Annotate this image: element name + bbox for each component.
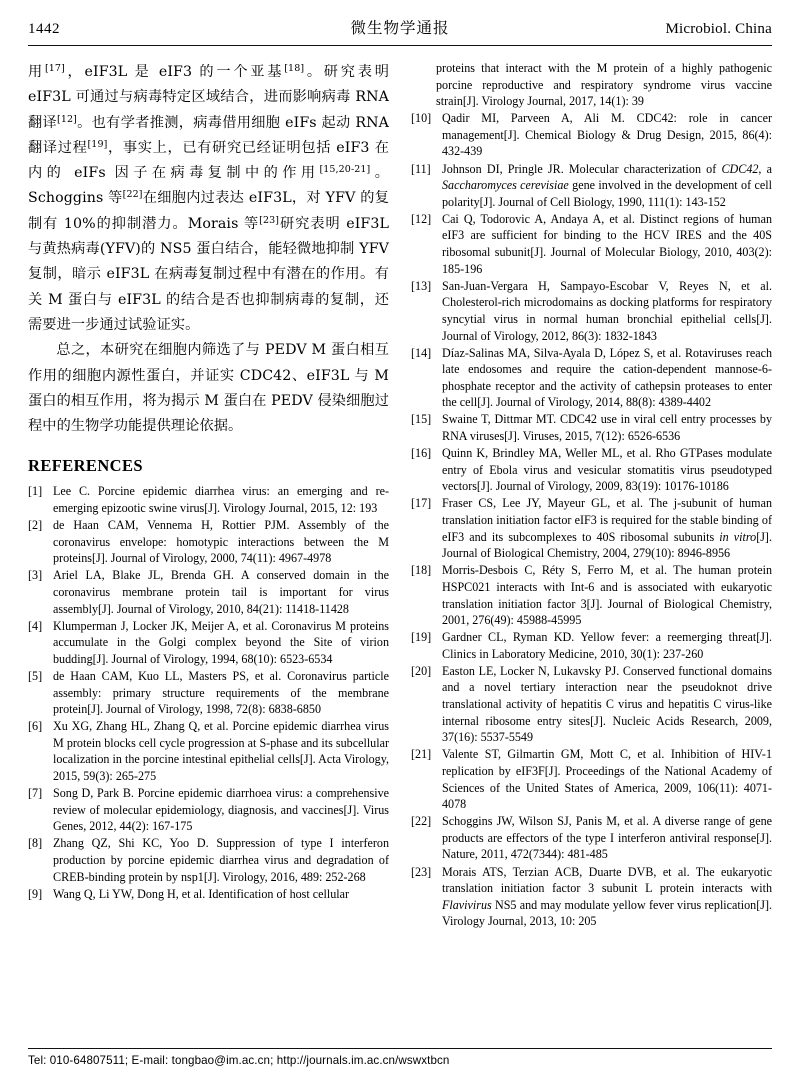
reference-text: Xu XG, Zhang HL, Zhang Q, et al. Porcine epidemic diarrhea virus M protein blocks cell cycle progression at S-phase and its subcellular localization in the porcine intestinal epithelial cells[J]. Acta Virology, 2015, 59(3): 265-275 <box>53 719 389 784</box>
reference-number: [14] <box>411 345 432 360</box>
par-conclusion: 总之，本研究在细胞内筛选了与 PEDV M 蛋白相互作用的细胞内源性蛋白，并证实 CDC42、eIF3L 与 M 蛋白的相互作用，将为揭示 M 蛋白在 PEDV 侵染细胞过程中的生物学功能提供理论依据。 <box>28 342 389 435</box>
reference-list-right <box>411 60 772 930</box>
journal-title-english: Microbiol. China <box>665 21 772 37</box>
reference-text: Qadir MI, Parveen A, Ali M. CDC42: role in cancer management[J]. Chemical Biology & Drug Design, 2015, 86(4): 432-439 <box>442 111 772 159</box>
reference-number: [18] <box>411 563 432 578</box>
reference-item <box>411 562 772 628</box>
reference-text: Quinn K, Brindley MA, Weller ML, et al. Rho GTPases modulate entry of Ebola virus and vesicular stomatitis virus pseudotyped vectors[J]. Journal of Virology, 2009, 83(19): 10176-10186 <box>442 446 772 494</box>
reference-item <box>411 278 772 344</box>
reference-item <box>411 60 772 110</box>
reference-item <box>28 567 389 617</box>
reference-text: Morais ATS, Terzian ACB, Duarte DVB, et al. The eukaryotic translation initiation factor 3 subunit L protein interacts with Flavivirus NS5 and may modulate yellow fever virus replication[J]. Virology Journal, 2013, 10: 205 <box>442 864 772 929</box>
reference-item <box>28 483 389 516</box>
citation-marker: [19] <box>87 138 108 150</box>
reference-text: Schoggins JW, Wilson SJ, Panis M, et al. A diverse range of gene products are effectors of the type I interferon antiviral response[J]. Nature, 2011, 472(7344): 481-485 <box>442 814 772 862</box>
reference-number: [13] <box>411 278 432 293</box>
reference-list-left <box>28 483 389 902</box>
reference-number: [16] <box>411 446 432 461</box>
journal-title-chinese: 微生物学通报 <box>350 19 450 37</box>
reference-number: [20] <box>411 663 432 678</box>
reference-item <box>411 161 772 211</box>
reference-item <box>411 495 772 561</box>
right-column <box>411 60 772 930</box>
reference-text: de Haan CAM, Vennema H, Rottier PJM. Assembly of the coronavirus envelope: homotypic interactions between the M proteins[J]. Journal of Virology, 2000, 74(11): 4967-4978 <box>53 518 389 566</box>
citation-marker: [18] <box>284 63 305 74</box>
reference-text: Johnson DI, Pringle JR. Molecular characterization of CDC42, a Saccharomyces cerevisiae gene involved in the development of cell polarity[J]. Journal of Cell Biology, 1990, 111(1): 143-152 <box>442 161 772 209</box>
citation-marker: [17] <box>44 63 65 74</box>
reference-item <box>28 835 389 885</box>
page-number: 1442 <box>28 21 60 37</box>
reference-item <box>28 618 389 668</box>
reference-item <box>28 517 389 567</box>
reference-number: [23] <box>411 864 432 879</box>
reference-item <box>411 746 772 812</box>
reference-item <box>28 886 389 903</box>
chinese-body-text <box>28 60 389 439</box>
reference-item <box>28 668 389 718</box>
page-footer <box>0 1048 800 1067</box>
reference-text: Swaine T, Dittmar MT. CDC42 use in viral cell entry processes by RNA viruses[J]. Viruses, 2015, 7(12): 6526-6536 <box>442 412 772 444</box>
reference-number <box>411 60 436 110</box>
reference-text: Gardner CL, Ryman KD. Yellow fever: a reemerging threat[J]. Clinics in Laboratory Medicine, 2010, 30(1): 237-260 <box>442 630 772 661</box>
reference-italic-term: in vitro <box>719 529 757 544</box>
reference-number: [8] <box>28 836 43 851</box>
reference-number: [10] <box>411 111 432 126</box>
reference-number: [19] <box>411 630 432 645</box>
reference-item <box>411 110 772 160</box>
reference-number: [9] <box>28 886 43 901</box>
reference-text: San-Juan-Vergara H, Sampayo-Escobar V, Reyes N, et al. Cholesterol-rich microdomains as docking platforms for respiratory syncytial virus in normal human bronchial epithelial cells[J]. Journal of Virology, 2012, 86(3): 1832-1843 <box>442 278 772 343</box>
reference-number: [7] <box>28 786 43 801</box>
reference-text: Ariel LA, Blake JL, Brenda GH. A conserved domain in the coronavirus membrane protein tail is important for virus assembly[J]. Journal of Virology, 2010, 84(21): 11418-11428 <box>53 568 389 616</box>
reference-number: [4] <box>28 618 43 633</box>
reference-number: [1] <box>28 484 43 499</box>
reference-italic-term: Saccharomyces cerevisiae <box>442 178 569 193</box>
citation-marker: [15,20-21] <box>319 164 371 176</box>
reference-text: Wang Q, Li YW, Dong H, et al. Identification of host cellular <box>53 886 350 901</box>
references-heading: REFERENCES <box>28 456 143 476</box>
left-column <box>28 60 389 930</box>
reference-item <box>411 445 772 495</box>
reference-text: Fraser CS, Lee JY, Mayeur GL, et al. The j-subunit of human translation initiation factor eIF3 is required for the stable binding of eIF3 and its subcomplexes to 40S ribosomal subunits in vitro[J]. Journal of Biological Chemistry, 2004, 279(10): 8946-8956 <box>442 496 772 561</box>
reference-text: Zhang QZ, Shi KC, Yoo D. Suppression of type I interferon production by porcine epidemic diarrhea virus and degradation of CREB-binding protein by nsp1[J]. Virology, 2016, 489: 252-268 <box>53 836 389 884</box>
reference-number: [21] <box>411 747 432 762</box>
reference-text: Easton LE, Locker N, Lukavsky PJ. Conserved functional domains and a novel tertiary interaction near the pseudoknot drive translational activity of hepatitis C virus and hepatitis C virus-like internal ribosome entry sites[J]. Nucleic Acids Research, 2009, 37(16): 5537-5549 <box>442 663 772 745</box>
reference-text: Díaz-Salinas MA, Silva-Ayala D, López S, et al. Rotaviruses reach late endosomes and require the cation-dependent mannose-6-phosphate receptor and the activity of cathepsin proteases to enter the cell[J]. Journal of Virology, 2014, 88(8): 4389-4402 <box>442 345 772 410</box>
reference-number: [11] <box>411 161 431 176</box>
reference-item <box>28 718 389 784</box>
reference-text: Morris-Desbois C, Réty S, Ferro M, et al. The human protein HSPC021 interacts with Int-6 and is associated with eukaryotic translation initiation factor 3[J]. Journal of Biological Chemistry, 2001, 276(49): 45988-45995 <box>442 563 772 628</box>
reference-item <box>411 864 772 930</box>
two-column-body <box>0 46 800 930</box>
reference-text: proteins that interact with the M protein of a highly pathogenic porcine reproductive and respiratory syndrome virus vaccine strain[J]. Virology Journal, 2017, 14(1): 39 <box>436 61 772 109</box>
reference-number: [15] <box>411 412 432 427</box>
reference-text: Cai Q, Todorovic A, Andaya A, et al. Distinct regions of human eIF3 are sufficient for binding to the HCV IRES and the 40S ribosomal subunit[J]. Journal of Molecular Biology, 2010, 403(2): 185-196 <box>442 211 772 276</box>
reference-number: [5] <box>28 668 43 683</box>
par-continued: 用[17]，eIF3L 是 eIF3 的一个亚基[18]。研究表明 eIF3L 可通过与病毒特定区域结合，进而影响病毒 RNA 翻译[12]。也有学者推测，病毒借用细胞 eIFs 起动 RNA 翻译过程[19]，事实上，已有研究已经证明包括 eIF3 在内的 eIFs 因子在病毒复制中的作用[15,20-21]。Schoggins 等[22]在细胞内过表达 eIF3L，对 YFV 的复制有 10%的抑制潜力。Morais 等[23]研究表明 eIF3L 与黄热病毒(YFV)的 NS5 蛋白结合，能轻微地抑制 YFV 复制，暗示 eIF3L 在病毒复制过程中有潜在的作用。有关 M 蛋白与 eIF3L 的结合是否也抑制病毒的复制，还需要进一步通过试验证实。 <box>28 63 390 333</box>
citation-marker: [12] <box>57 113 77 125</box>
reference-number: [17] <box>411 496 432 511</box>
reference-text: Lee C. Porcine epidemic diarrhea virus: an emerging and re-emerging epizootic swine virus[J]. Virology Journal, 2015, 12: 193 <box>53 484 389 516</box>
reference-item <box>411 629 772 662</box>
running-head <box>0 0 800 42</box>
footer-divider <box>28 1048 772 1049</box>
reference-item <box>28 785 389 835</box>
reference-number: [2] <box>28 518 43 533</box>
reference-number: [12] <box>411 211 432 226</box>
reference-item <box>411 345 772 411</box>
reference-italic-term: Flavivirus <box>442 897 492 912</box>
citation-marker: [22] <box>122 189 143 201</box>
reference-item <box>411 411 772 444</box>
reference-number: [22] <box>411 814 432 829</box>
reference-text: Klumperman J, Locker JK, Meijer A, et al. Coronavirus M proteins accumulate in the Golgi complex beyond the Site of virion budding[J]. Journal of Virology, 1994, 68(10): 6523-6534 <box>53 618 389 666</box>
reference-text: Valente ST, Gilmartin GM, Mott C, et al. Inhibition of HIV-1 replication by eIF3F[J]. Proceedings of the National Academy of Sciences of the United States of America, 2009, 106(11): 4071-4078 <box>442 747 772 812</box>
citation-marker: [23] <box>259 214 280 226</box>
reference-item <box>411 211 772 277</box>
reference-text: de Haan CAM, Kuo LL, Masters PS, et al. Coronavirus particle assembly: primary structure requirements of the membrane protein[J]. Journal of Virology, 1998, 72(8): 6838-6850 <box>53 668 389 717</box>
reference-italic-term: CDC42 <box>721 161 759 176</box>
footer-contact-line: Tel: 010-64807511; E-mail: tongbao@im.ac.cn; http://journals.im.ac.cn/wswxtbcn <box>28 1054 450 1067</box>
reference-number: [6] <box>28 719 43 734</box>
reference-number: [3] <box>28 568 43 583</box>
reference-item <box>411 813 772 863</box>
reference-text: Song D, Park B. Porcine epidemic diarrhoea virus: a comprehensive review of molecular epidemiology, diagnosis, and vaccines[J]. Virus Genes, 2012, 44(2): 167-175 <box>53 786 389 834</box>
reference-item <box>411 663 772 746</box>
